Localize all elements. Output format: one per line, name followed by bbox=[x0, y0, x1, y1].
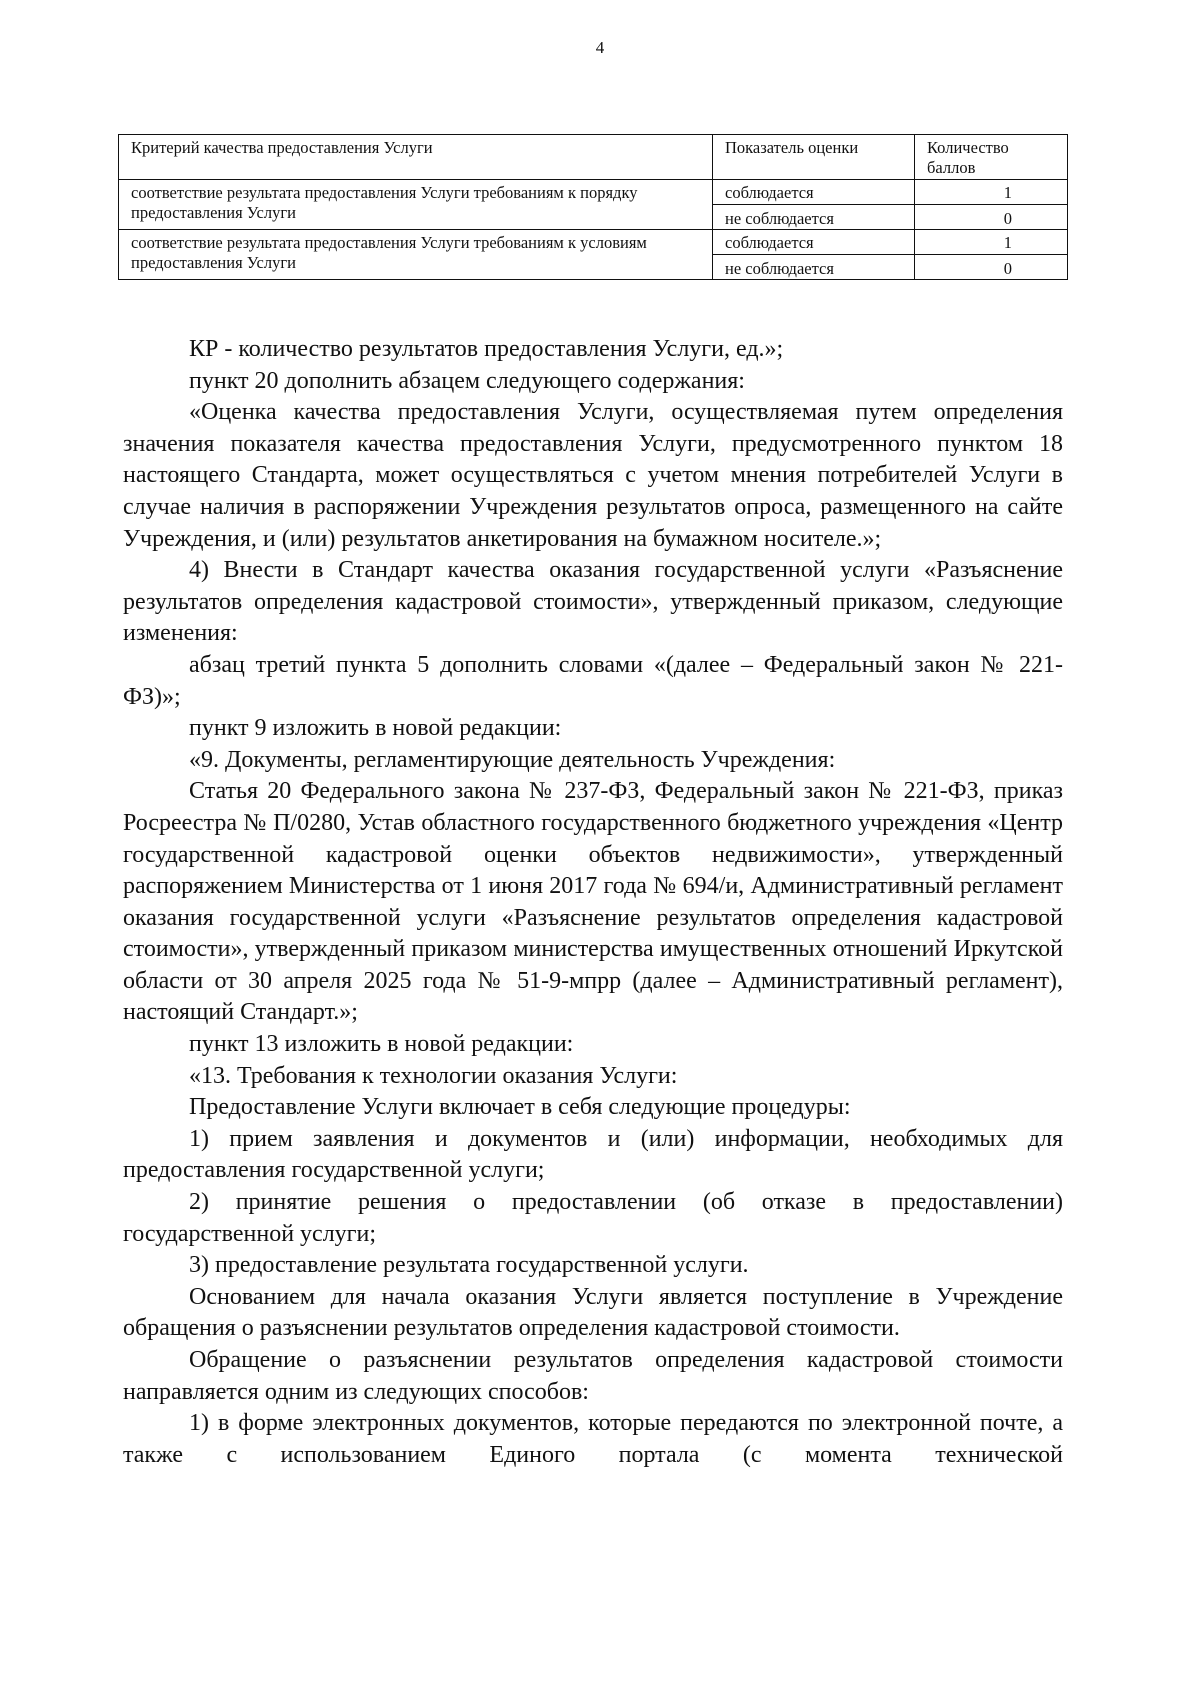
paragraph: КР - количество результатов предоставления Услуги, ед.»; bbox=[189, 336, 784, 362]
criterion-cell: соответствие результата предоставления Услуги требованиям к условиям предоставления Услуги bbox=[119, 230, 713, 280]
score-cell: 0 bbox=[915, 255, 1068, 280]
score-cell: 1 bbox=[915, 230, 1068, 255]
quality-criteria-table bbox=[118, 134, 1068, 280]
table-row bbox=[119, 180, 1068, 205]
table-row bbox=[119, 230, 1068, 255]
criterion-cell: соответствие результата предоставления Услуги требованиям к порядку предоставления Услуги bbox=[119, 180, 713, 230]
paragraph: Статья 20 Федерального закона № 237-ФЗ, Федеральный закон № 221-ФЗ, приказ Росреестра № П/0280, Устав областного государственного бюджетного учреждения «Центр государственной кадастровой оценки объектов недвижимости», утвержденный распоряжением Министерства от 1 июня 2017 года № 694/и, Административный регламент оказания государственной услуги «Разъяснение результатов определения кадастровой стоимости», утвержденный приказом министерства имущественных отношений Иркутской области от 30 апреля 2025 года № 51-9-мпрр (далее – Административный регламент), настоящий Стандарт.»; bbox=[123, 778, 1063, 1026]
paragraph: «Оценка качества предоставления Услуги, осуществляемая путем определения значения показателя качества предоставления Услуги, предусмотренного пунктом 18 настоящего Стандарта, может осуществляться с учетом мнения потребителей Услуги в случае наличия в распоряжении Учреждения результатов опроса, размещенного на сайте Учреждения, и (или) результатов анкетирования на бумажном носителе.»; bbox=[123, 399, 1063, 552]
paragraph: Основанием для начала оказания Услуги является поступление в Учреждение обращения о разъяснении результатов определения кадастровой стоимости. bbox=[123, 1283, 1063, 1342]
paragraph: Предоставление Услуги включает в себя следующие процедуры: bbox=[189, 1094, 851, 1121]
paragraph: пункт 20 дополнить абзацем следующего содержания: bbox=[189, 367, 745, 394]
indicator-cell: не соблюдается bbox=[713, 205, 915, 230]
paragraph: пункт 9 изложить в новой редакции: bbox=[189, 715, 562, 742]
paragraph: 1) прием заявления и документов и (или) информации, необходимых для предоставления государственной услуги; bbox=[123, 1125, 1063, 1184]
header-score: Количество баллов bbox=[915, 135, 1068, 180]
paragraph: 4) Внести в Стандарт качества оказания государственной услуги «Разъяснение результатов определения кадастровой стоимости», утвержденный приказом, следующие изменения: bbox=[123, 557, 1063, 647]
score-cell: 0 bbox=[915, 205, 1068, 230]
indicator-cell: соблюдается bbox=[713, 180, 915, 205]
paragraph: пункт 13 изложить в новой редакции: bbox=[189, 1031, 574, 1058]
paragraph: «9. Документы, регламентирующие деятельность Учреждения: bbox=[189, 746, 836, 773]
indicator-cell: соблюдается bbox=[713, 230, 915, 255]
paragraph: абзац третий пункта 5 дополнить словами «(далее – Федеральный закон № 221-ФЗ)»; bbox=[123, 651, 1063, 710]
paragraph: Обращение о разъяснении результатов определения кадастровой стоимости направляется одним из следующих способов: bbox=[123, 1347, 1063, 1405]
paragraph: 3) предоставление результата государственной услуги. bbox=[189, 1252, 749, 1279]
paragraph: «13. Требования к технологии оказания Услуги: bbox=[189, 1062, 678, 1089]
indicator-cell: не соблюдается bbox=[713, 255, 915, 280]
header-criterion: Критерий качества предоставления Услуги bbox=[119, 135, 713, 180]
table-header-row bbox=[119, 135, 1068, 180]
score-cell: 1 bbox=[915, 180, 1068, 205]
paragraph: 1) в форме электронных документов, которые передаются по электронной почте, а также с использованием Единого портала (с момента технической bbox=[123, 1410, 1063, 1468]
header-indicator: Показатель оценки bbox=[713, 135, 915, 180]
document-body bbox=[123, 334, 1063, 1471]
page-number: 4 bbox=[595, 38, 605, 57]
paragraph: 2) принятие решения о предоставлении (об отказе в предоставлении) государственной услуги; bbox=[123, 1189, 1063, 1247]
